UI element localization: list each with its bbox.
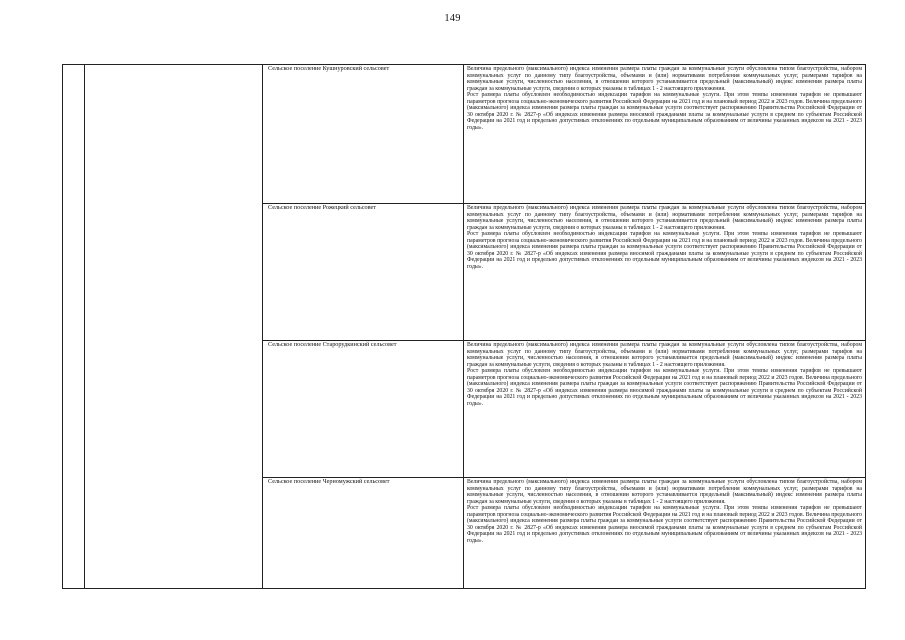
indicator-column-cell [85, 65, 263, 589]
settlement-name: Сельское поселение Черномужский сельсовет [268, 478, 390, 485]
page-number: 149 [444, 13, 461, 24]
justification-cell [464, 478, 866, 589]
justification-paragraph-1: Величина предельного (максимального) индекса изменения размера платы граждан за коммунальные услуги обусловлена типом благоустройства, набором коммунальных услуг по данному типу благоустройства, объемами и (или) нормативами потребления коммунальных услуг, размерами тарифов на коммунальные услуги, численностью населения, в отношении которого устанавливается предельный (максимальный) индекс изменения размера платы граждан за коммунальные услуги, сведения о которых указаны в таблицах 1 - 2 настоящего приложения. [467, 479, 862, 505]
settlement-name: Сельское поселение Старорудкинский сельсовет [268, 341, 397, 348]
settlement-name-cell [263, 204, 464, 341]
table-row [63, 65, 866, 204]
justification-paragraph-1: Величина предельного (максимального) индекса изменения размера платы граждан за коммунальные услуги обусловлена типом благоустройства, набором коммунальных услуг по данному типу благоустройства, объемами и (или) нормативами потребления коммунальных услуг, размерами тарифов на коммунальные услуги, численностью населения, в отношении которого устанавливается предельный (максимальный) индекс изменения размера платы граждан за коммунальные услуги, сведения о которых указаны в таблицах 1 - 2 настоящего приложения. [467, 66, 862, 92]
justification-paragraph-2: Рост размера платы обусловлен необходимостью индексации тарифов на коммунальные услуги. При этом темпы изменения тарифов не превышают параметров прогноза социально-экономического развития Российской Федерации на 2021 год и на плановый период 2022 и 2023 годов. Величина предельного (максимального) индекса изменения размера платы граждан за коммунальные услуги соответствует распоряжению Правительства Российской Федерации от 30 октября 2020 г. № 2827-р «Об индексах изменения размера вносимой гражданами платы за коммунальные услуги в среднем по субъектам Российской Федерации на 2021 год и предельно допустимых отклонениях по отдельным муниципальным образованиям от величины указанных индексов на 2021 - 2023 годы». [467, 231, 862, 270]
settlement-name-cell [263, 341, 464, 478]
settlement-name-cell [263, 65, 464, 204]
justification-paragraph-2: Рост размера платы обусловлен необходимостью индексации тарифов на коммунальные услуги. При этом темпы изменения тарифов не превышают параметров прогноза социально-экономического развития Российской Федерации на 2021 год и на плановый период 2022 и 2023 годов. Величина предельного (максимального) индекса изменения размера платы граждан за коммунальные услуги соответствует распоряжению Правительства Российской Федерации от 30 октября 2020 г. № 2827-р «Об индексах изменения размера вносимой гражданами платы за коммунальные услуги в среднем по субъектам Российской Федерации на 2021 год и предельно допустимых отклонениях по отдельным муниципальным образованиям от величины указанных индексов на 2021 - 2023 годы». [467, 92, 862, 131]
justification-cell [464, 341, 866, 478]
justification-cell [464, 204, 866, 341]
settlement-name: Сельское поселение Кушнуровский сельсовет [268, 65, 390, 72]
number-column-cell [63, 65, 85, 589]
settlement-name: Сельское поселение Рожецкий сельсовет [268, 204, 376, 211]
justification-paragraph-1: Величина предельного (максимального) индекса изменения размера платы граждан за коммунальные услуги обусловлена типом благоустройства, набором коммунальных услуг по данному типу благоустройства, объемами и (или) нормативами потребления коммунальных услуг, размерами тарифов на коммунальные услуги, численностью населения, в отношении которого устанавливается предельный (максимальный) индекс изменения размера платы граждан за коммунальные услуги, сведения о которых указаны в таблицах 1 - 2 настоящего приложения. [467, 342, 862, 368]
justification-paragraph-1: Величина предельного (максимального) индекса изменения размера платы граждан за коммунальные услуги обусловлена типом благоустройства, набором коммунальных услуг по данному типу благоустройства, объемами и (или) нормативами потребления коммунальных услуг, размерами тарифов на коммунальные услуги, численностью населения, в отношении которого устанавливается предельный (максимальный) индекс изменения размера платы граждан за коммунальные услуги, сведения о которых указаны в таблицах 1 - 2 настоящего приложения. [467, 205, 862, 231]
justification-paragraph-2: Рост размера платы обусловлен необходимостью индексации тарифов на коммунальные услуги. При этом темпы изменения тарифов не превышают параметров прогноза социально-экономического развития Российской Федерации на 2021 год и на плановый период 2022 и 2023 годов. Величина предельного (максимального) индекса изменения размера платы граждан за коммунальные услуги соответствует распоряжению Правительства Российской Федерации от 30 октября 2020 г. № 2827-р «Об индексах изменения размера вносимой гражданами платы за коммунальные услуги в среднем по субъектам Российской Федерации на 2021 год и предельно допустимых отклонениях по отдельным муниципальным образованиям от величины указанных индексов на 2021 - 2023 годы». [467, 368, 862, 407]
justification-cell [464, 65, 866, 204]
justification-paragraph-2: Рост размера платы обусловлен необходимостью индексации тарифов на коммунальные услуги. При этом темпы изменения тарифов не превышают параметров прогноза социально-экономического развития Российской Федерации на 2021 год и на плановый период 2022 и 2023 годов. Величина предельного (максимального) индекса изменения размера платы граждан за коммунальные услуги соответствует распоряжению Правительства Российской Федерации от 30 октября 2020 г. № 2827-р «Об индексах изменения размера вносимой гражданами платы за коммунальные услуги в среднем по субъектам Российской Федерации на 2021 год и предельно допустимых отклонениях по отдельным муниципальным образованиям от величины указанных индексов на 2021 - 2023 годы». [467, 505, 862, 544]
settlement-name-cell [263, 478, 464, 589]
settlements-table [62, 64, 866, 589]
